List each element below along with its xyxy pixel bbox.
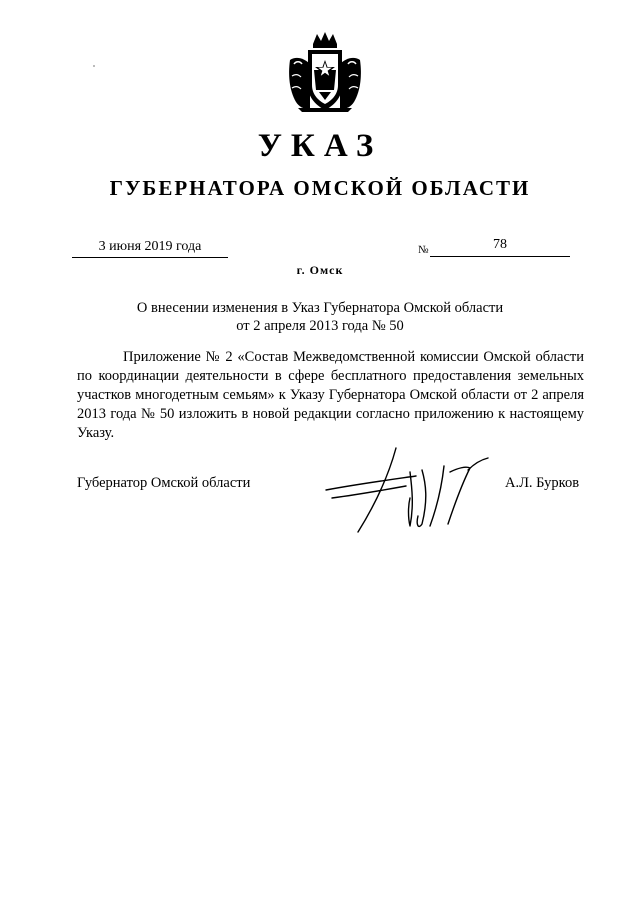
coat-of-arms-icon — [286, 30, 364, 114]
title-line-1: О внесении изменения в Указ Губернатора Омской области — [136, 300, 504, 316]
document-place: г. Омск — [296, 263, 344, 277]
body-paragraph: Приложение № 2 «Состав Межведомственной комиссии Омской области по координации деятельности в сфере бесплатного предоставления земельных участков многодетным семьям» к Указу Губернатора Омской области от 2 апреля 2013 года № 50 изложить в новой редакции согласно приложению к настоящему Указу. — [77, 349, 584, 441]
document-type-heading: УКАЗ — [257, 128, 383, 164]
scan-artifact — [93, 65, 95, 67]
document-date: 3 июня 2019 года — [72, 238, 228, 258]
document-number: 78 — [430, 236, 570, 257]
signature-icon — [318, 440, 498, 540]
number-sign: № — [418, 244, 429, 256]
document-title — [60, 299, 580, 335]
title-line-2: от 2 апреля 2013 года № 50 — [236, 318, 404, 334]
issuer-heading: ГУБЕРНАТОРА ОМСКОЙ ОБЛАСТИ — [109, 176, 531, 200]
signatory-title: Губернатор Омской области — [77, 475, 251, 491]
signatory-name: А.Л. Бурков — [505, 475, 580, 491]
